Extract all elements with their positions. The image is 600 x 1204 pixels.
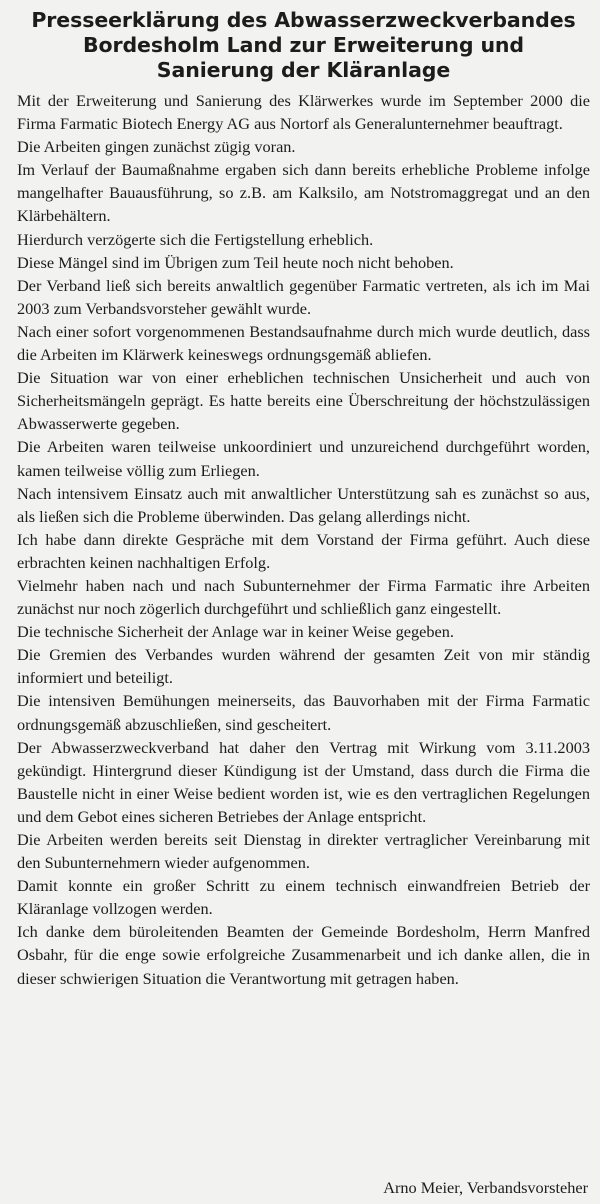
paragraph: Ich habe dann direkte Gespräche mit dem Vorstand der Firma geführt. Auch diese erbrachten keinen nachhaltigen Erfolg. [17,529,590,572]
paragraph: Die Arbeiten waren teilweise unkoordiniert und unzureichend durchgeführt worden, kamen teilweise völlig zum Erliegen. [17,437,590,480]
paragraph: Mit der Erweiterung und Sanierung des Klärwerkes wurde im September 2000 die Firma Farmatic Biotech Energy AG aus Nortorf als Generalunternehmer beauftragt. [17,91,590,134]
paragraph: Die Arbeiten gingen zunächst zügig voran. [17,137,296,157]
paragraph: Im Verlauf der Baumaßnahme ergaben sich dann bereits erhebliche Probleme infolge mangelhafter Bauausführung, so z.B. am Kalksilo, am Notstromaggregat und an den Klärbehältern. [17,160,590,226]
paragraph: Damit konnte ein großer Schritt zu einem technisch einwandfreien Betrieb der Kläranlage vollzogen werden. [17,876,590,919]
paragraph: Die Arbeiten werden bereits seit Dienstag in direkter vertraglicher Vereinbarung mit den Subunternehmern wieder aufgenommen. [17,830,590,873]
title-line-2: Bordesholm Land zur Erweiterung und [82,33,525,57]
title-line-1: Presseerklärung des Abwasserzweckverbandes [31,8,576,32]
paragraph: Die intensiven Bemühungen meinerseits, das Bauvorhaben mit der Firma Farmatic ordnungsgemäß abzuschließen, sind gescheitert. [17,691,590,734]
paragraph: Die Situation war von einer erheblichen technischen Unsicherheit und auch von Sicherheitsmängeln geprägt. Es hatte bereits eine Überschreitung der höchstzulässigen Abwasserwerte gegeben. [17,368,590,434]
paragraph: Der Abwasserzweckverband hat daher den Vertrag mit Wirkung vom 3.11.2003 gekündigt. Hintergrund dieser Kündigung ist der Umstand, dass durch die Firma die Baustelle nicht in einer Weise bedient worden ist, wie es den vertraglichen Regelungen und dem Gebot eines sicheren Betriebes der Anlage entspricht. [17,737,590,826]
paragraph: Die Gremien des Verbandes wurden während der gesamten Zeit von mir ständig informiert und beteiligt. [17,645,590,688]
paragraph: Nach intensivem Einsatz auch mit anwaltlicher Unterstützung sah es zunächst so aus, als ließen sich die Probleme überwinden. Das gelang allerdings nicht. [17,483,590,526]
paragraph: Vielmehr haben nach und nach Subunternehmer der Firma Farmatic ihre Arbeiten zunächst nur noch zögerlich durchgeführt und schließlich ganz eingestellt. [17,575,590,619]
paragraph: Nach einer sofort vorgenommenen Bestandsaufnahme durch mich wurde deutlich, dass die Arbeiten im Klärwerk keineswegs ordnungsgemäß abliefen. [17,321,590,365]
press-release-body [17,89,590,990]
paragraph: Die technische Sicherheit der Anlage war in keiner Weise gegeben. [17,622,454,642]
paragraph: Hierdurch verzögerte sich die Fertigstellung erheblich. [17,229,374,249]
title-line-3: Sanierung der Kläranlage [156,58,451,82]
paragraph: Diese Mängel sind im Übrigen zum Teil heute noch nicht behoben. [17,252,454,272]
paragraph: Der Verband ließ sich bereits anwaltlich gegenüber Farmatic vertreten, als ich im Mai 2003 zum Verbandsvorsteher gewählt wurde. [17,275,590,318]
paragraph: Ich danke dem büroleitenden Beamten der Gemeinde Bordesholm, Herrn Manfred Osbahr, für die enge sowie erfolgreiche Zusammenarbeit und ich danke allen, die in dieser schwierigen Situation die Verantwortung mit getragen haben. [17,922,590,988]
signature: Arno Meier, Verbandsvorsteher [383,1178,588,1197]
press-release-title [17,8,590,83]
